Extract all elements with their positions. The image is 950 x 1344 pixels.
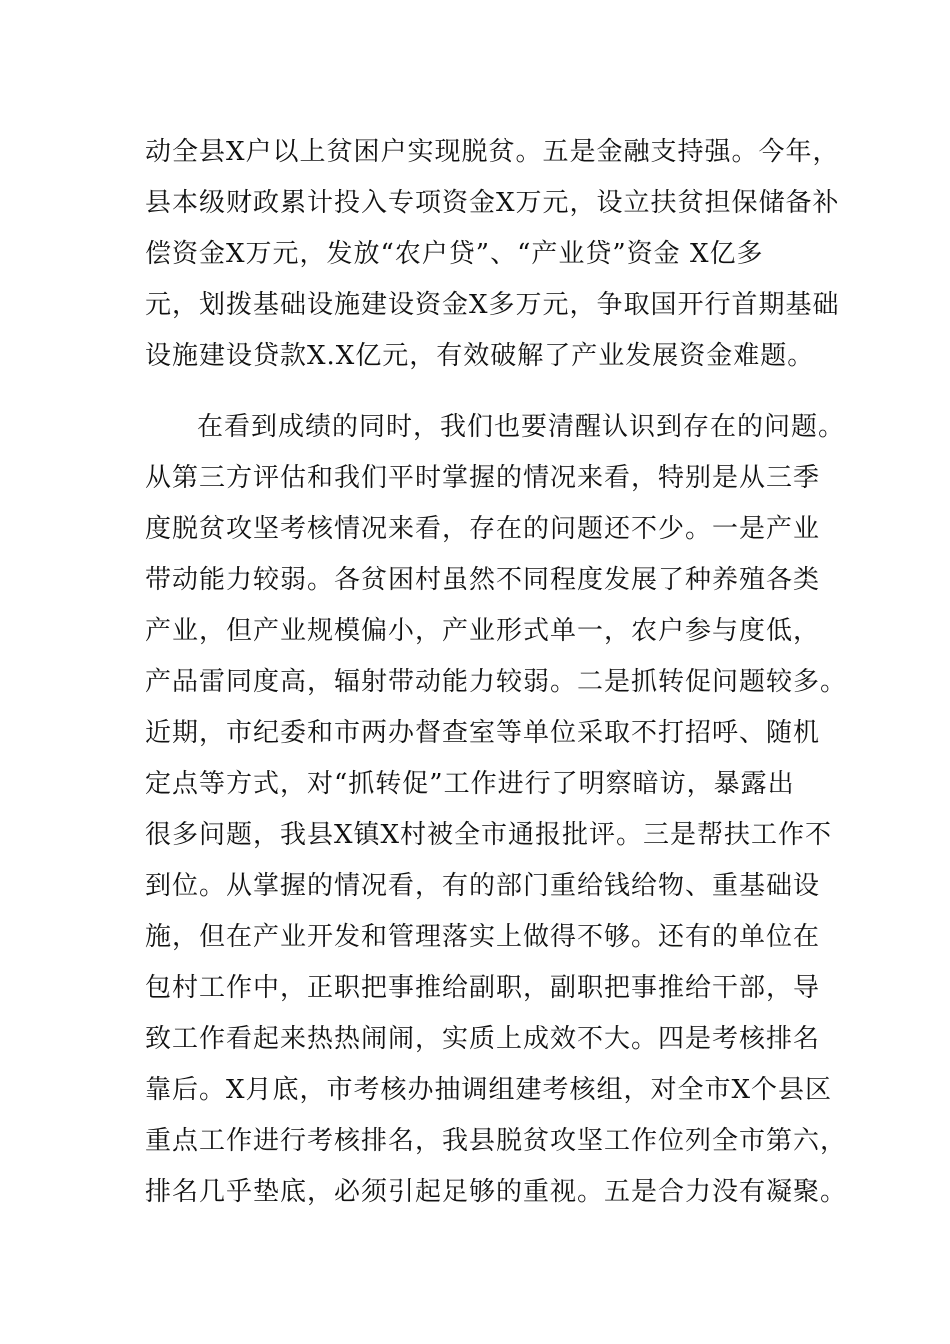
- paragraph-2-line-6: 产品雷同度高，辐射带动能力较弱。二是抓转促问题较多。: [145, 667, 848, 697]
- paragraph-1-line-5: 设施建设贷款X.X亿元，有效破解了产业发展资金难题。: [145, 341, 815, 371]
- paragraph-2-line-10: 到位。从掌握的情况看，有的部门重给钱给物、重基础设: [145, 871, 821, 901]
- paragraph-1-line-1: 动全县X户以上贫困户实现脱贫。五是金融支持强。今年，: [145, 137, 840, 167]
- paragraph-2-line-13: 致工作看起来热热闹闹，实质上成效不大。四是考核排名: [145, 1024, 821, 1054]
- paragraph-2-line-11: 施，但在产业开发和管理落实上做得不够。还有的单位在: [145, 922, 821, 952]
- paragraph-1-line-2: 县本级财政累计投入专项资金X万元，设立扶贫担保储备补: [145, 188, 840, 218]
- paragraph-2-line-8: 定点等方式，对“抓转促”工作进行了明察暗访，暴露出: [145, 769, 795, 799]
- paragraph-2-line-16: 排名几乎垫底，必须引起足够的重视。五是合力没有凝聚。: [145, 1177, 848, 1207]
- paragraph-2-line-5: 产业，但产业规模偏小，产业形式单一，农户参与度低，: [145, 616, 821, 646]
- paragraph-1-line-3: 偿资金X万元，发放“农户贷”、“产业贷”资金 X亿多: [145, 239, 764, 269]
- paragraph-2-line-14: 靠后。X月底，市考核办抽调组建考核组，对全市X个县区: [145, 1075, 833, 1105]
- paragraph-2-line-2: 从第三方评估和我们平时掌握的情况来看，特别是从三季: [145, 463, 821, 493]
- paragraph-1-line-4: 元，划拨基础设施建设资金X多万元，争取国开行首期基础: [145, 290, 840, 320]
- paragraph-2-line-3: 度脱贫攻坚考核情况来看，存在的问题还不少。一是产业: [145, 514, 821, 544]
- paragraph-2-line-9: 很多问题，我县X镇X村被全市通报批评。三是帮扶工作不: [145, 820, 833, 850]
- paragraph-2-line-7: 近期，市纪委和市两办督查室等单位采取不打招呼、随机: [145, 718, 821, 748]
- paragraph-2-line-1: 在看到成绩的同时，我们也要清醒认识到存在的问题。: [197, 412, 846, 442]
- paragraph-2-line-12: 包村工作中，正职把事推给副职，副职把事推给干部，导: [145, 973, 821, 1003]
- paragraph-2-line-15: 重点工作进行考核排名，我县脱贫攻坚工作位列全市第六，: [145, 1126, 848, 1156]
- paragraph-2-line-4: 带动能力较弱。各贫困村虽然不同程度发展了种养殖各类: [145, 565, 821, 595]
